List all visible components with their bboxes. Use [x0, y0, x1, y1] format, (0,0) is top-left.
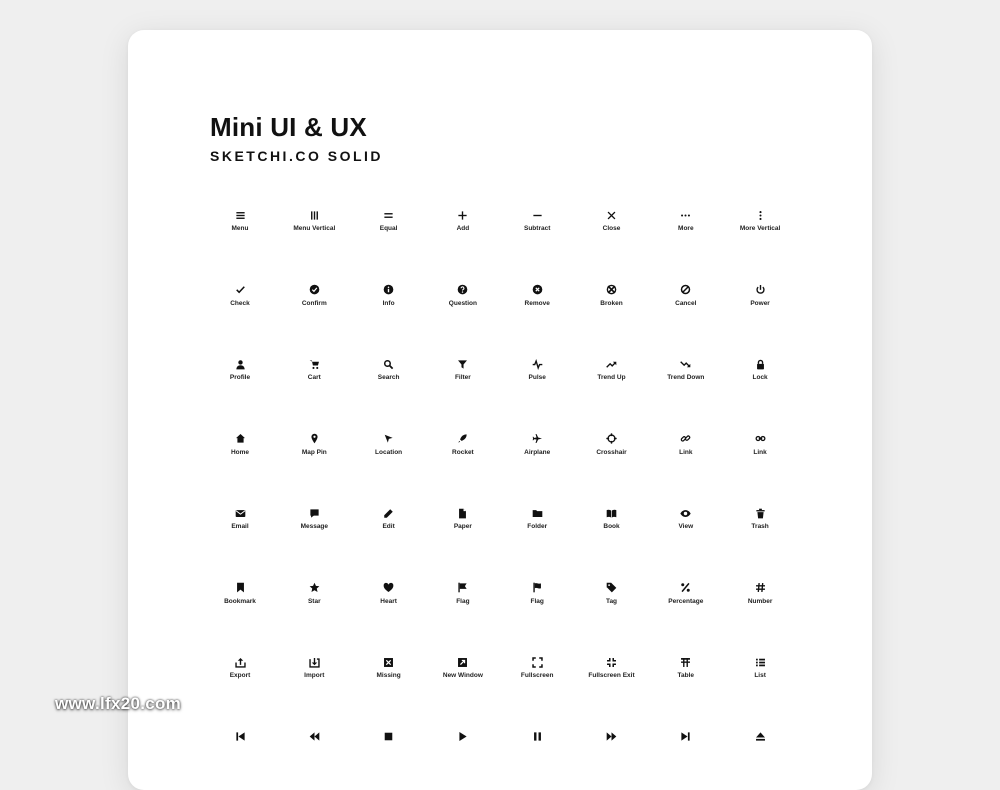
icon-cell	[500, 429, 574, 469]
cart-icon	[277, 354, 351, 374]
eject-icon	[723, 727, 797, 747]
icon-label: Location	[375, 448, 403, 456]
link-icon	[649, 429, 723, 449]
icon-label: Cancel	[675, 299, 697, 307]
icon-cell	[500, 205, 574, 245]
tag-icon	[575, 578, 649, 598]
icon-label: View	[678, 523, 694, 530]
icon-label: Trend Up	[597, 374, 626, 381]
icon-label: Confirm	[301, 299, 327, 307]
menu-icon	[203, 205, 277, 225]
icon-label: Star	[307, 597, 321, 605]
icon-label: Airplane	[524, 448, 551, 456]
icon-label: Home	[230, 448, 250, 456]
icon-cell	[575, 503, 649, 543]
icon-label: Bookmark	[224, 597, 256, 605]
icon-label: Menu	[231, 225, 249, 232]
play-icon	[426, 727, 500, 747]
icon-cell	[500, 503, 574, 543]
icon-cell	[277, 652, 351, 692]
export-icon	[203, 652, 277, 672]
stop-icon	[352, 727, 426, 747]
icon-cell	[352, 727, 426, 767]
icon-label: Remove	[524, 299, 550, 307]
icon-cell	[277, 205, 351, 245]
icon-label: Pulse	[528, 374, 546, 381]
number-icon	[723, 578, 797, 598]
more-vertical-icon	[723, 205, 797, 225]
icon-label: Email	[231, 523, 249, 530]
fullscreen-exit-icon	[575, 652, 649, 672]
airplane-icon	[500, 429, 574, 449]
watermark: www.lfx20.com	[55, 694, 182, 713]
new-window-icon	[426, 652, 500, 672]
icon-cell	[723, 503, 797, 543]
rocket-icon	[426, 429, 500, 449]
icon-cell	[203, 652, 277, 692]
icon-cell	[723, 354, 797, 394]
table-icon	[649, 652, 723, 672]
icon-label: Add	[456, 225, 470, 232]
flag-icon	[426, 578, 500, 598]
icon-label: Trend Down	[667, 374, 705, 381]
icon-label: More	[678, 225, 694, 232]
icon-cell	[277, 354, 351, 394]
icon-cell	[723, 578, 797, 618]
fast-forward-icon	[575, 727, 649, 747]
cancel-icon	[649, 280, 723, 300]
add-icon	[426, 205, 500, 225]
icon-cell	[352, 652, 426, 692]
icon-cell	[500, 578, 574, 618]
icon-cell	[500, 354, 574, 394]
paper-icon	[426, 503, 500, 523]
icon-label: Rocket	[452, 448, 474, 456]
home-icon	[203, 429, 277, 449]
icon-label: Crosshair	[596, 448, 627, 456]
broken-icon	[575, 280, 649, 300]
icon-label: Import	[304, 672, 325, 679]
icon-cell	[426, 727, 500, 767]
icon-sheet-card	[128, 30, 872, 790]
icon-label: Map Pin	[301, 448, 327, 456]
book-icon	[575, 503, 649, 523]
icon-cell	[426, 503, 500, 543]
bookmark-icon	[203, 578, 277, 598]
icon-cell	[649, 652, 723, 692]
location-icon	[352, 429, 426, 449]
icon-cell	[426, 205, 500, 245]
icon-cell	[426, 429, 500, 469]
percentage-icon	[649, 578, 723, 598]
question-icon	[426, 280, 500, 300]
icon-label: Equal	[379, 225, 398, 232]
icon-label: Cart	[307, 374, 321, 381]
trend-down-icon	[649, 354, 723, 374]
email-icon	[203, 503, 277, 523]
link-chain-icon	[723, 429, 797, 449]
icon-cell	[203, 429, 277, 469]
icon-cell	[352, 578, 426, 618]
icon-cell	[723, 429, 797, 469]
icon-cell	[203, 354, 277, 394]
icon-cell	[649, 578, 723, 618]
icon-label: More Vertical	[739, 225, 781, 232]
icon-cell	[500, 727, 574, 767]
icon-cell	[500, 280, 574, 320]
icon-cell	[500, 652, 574, 692]
icon-label: New Window	[442, 672, 483, 679]
icon-label: Edit	[382, 523, 395, 530]
icon-label: Question	[448, 299, 477, 307]
icon-label: Broken	[600, 299, 623, 307]
icon-label: Filter	[454, 374, 471, 381]
icon-label: Check	[230, 299, 250, 307]
icon-label: Tag	[605, 597, 618, 605]
icon-cell	[352, 205, 426, 245]
icon-cell	[426, 578, 500, 618]
icon-cell	[426, 652, 500, 692]
icon-cell	[723, 727, 797, 767]
menu-vertical-icon	[277, 205, 351, 225]
star-icon	[277, 578, 351, 598]
icon-cell	[575, 652, 649, 692]
icon-cell	[649, 727, 723, 767]
import-icon	[277, 652, 351, 672]
icon-cell	[649, 354, 723, 394]
view-icon	[649, 503, 723, 523]
icon-label: Info	[382, 299, 395, 307]
more-icon	[649, 205, 723, 225]
flag-wave-icon	[500, 578, 574, 598]
icon-cell	[575, 280, 649, 320]
icon-cell	[203, 280, 277, 320]
rewind-icon	[277, 727, 351, 747]
icon-cell	[203, 578, 277, 618]
icon-label: Flag	[456, 597, 470, 605]
icon-cell	[277, 429, 351, 469]
check-icon	[203, 280, 277, 300]
icon-label: Export	[229, 672, 251, 679]
icon-label: Trash	[751, 523, 769, 530]
icon-label: List	[754, 672, 766, 679]
icon-label: Message	[300, 523, 329, 530]
icon-label: Lock	[752, 374, 768, 381]
icon-cell	[277, 578, 351, 618]
icon-cell	[203, 205, 277, 245]
filter-icon	[426, 354, 500, 374]
icon-cell	[575, 727, 649, 767]
icon-label: Link	[753, 448, 767, 456]
icon-cell	[277, 280, 351, 320]
icon-cell	[277, 727, 351, 767]
icon-cell	[575, 205, 649, 245]
icon-label: Missing	[376, 672, 401, 679]
trash-icon	[723, 503, 797, 523]
icon-cell	[649, 205, 723, 245]
info-icon	[352, 280, 426, 300]
close-icon	[575, 205, 649, 225]
edit-icon	[352, 503, 426, 523]
icon-cell	[277, 503, 351, 543]
icon-label: Folder	[527, 523, 548, 530]
sheet-title: Mini UI & UX	[210, 112, 367, 142]
icon-cell	[649, 429, 723, 469]
icon-cell	[575, 578, 649, 618]
skip-back-icon	[203, 727, 277, 747]
icon-cell	[352, 503, 426, 543]
icon-label: Percentage	[668, 597, 704, 605]
icon-cell	[649, 280, 723, 320]
icon-cell	[426, 280, 500, 320]
icon-label: Subtract	[524, 225, 551, 232]
power-icon	[723, 280, 797, 300]
icon-label: Close	[602, 225, 621, 232]
lock-icon	[723, 354, 797, 374]
missing-icon	[352, 652, 426, 672]
icon-cell	[352, 354, 426, 394]
icon-cell	[723, 652, 797, 692]
icon-cell	[352, 280, 426, 320]
icon-label: Search	[377, 374, 400, 381]
icon-cell	[723, 280, 797, 320]
icon-label: Book	[603, 523, 620, 530]
trend-up-icon	[575, 354, 649, 374]
list-icon	[723, 652, 797, 672]
confirm-icon	[277, 280, 351, 300]
icon-cell	[426, 354, 500, 394]
icon-cell	[352, 429, 426, 469]
icon-label: Heart	[380, 597, 397, 605]
icon-label: Power	[750, 299, 770, 307]
map-pin-icon	[277, 429, 351, 449]
icon-cell	[575, 429, 649, 469]
remove-icon	[500, 280, 574, 300]
crosshair-icon	[575, 429, 649, 449]
pause-icon	[500, 727, 574, 747]
icon-label: Number	[747, 597, 773, 605]
icon-label: Link	[679, 448, 693, 456]
icon-label: Fullscreen	[520, 672, 554, 679]
icon-label: Table	[677, 672, 695, 679]
icon-cell	[575, 354, 649, 394]
icon-label: Paper	[453, 523, 472, 530]
profile-icon	[203, 354, 277, 374]
icon-label: Profile	[229, 374, 251, 381]
icon-label: Fullscreen Exit	[588, 672, 635, 679]
heart-icon	[352, 578, 426, 598]
icon-label: Flag	[530, 597, 544, 605]
equal-icon	[352, 205, 426, 225]
skip-forward-icon	[649, 727, 723, 747]
message-icon	[277, 503, 351, 523]
icon-cell	[723, 205, 797, 245]
subtract-icon	[500, 205, 574, 225]
search-icon	[352, 354, 426, 374]
pulse-icon	[500, 354, 574, 374]
folder-icon	[500, 503, 574, 523]
icon-cell	[203, 503, 277, 543]
icon-label: Menu Vertical	[293, 225, 336, 232]
icon-cell	[649, 503, 723, 543]
icon-cell	[203, 727, 277, 767]
fullscreen-icon	[500, 652, 574, 672]
sheet-subtitle: SKETCHI.CO SOLID	[210, 148, 384, 164]
